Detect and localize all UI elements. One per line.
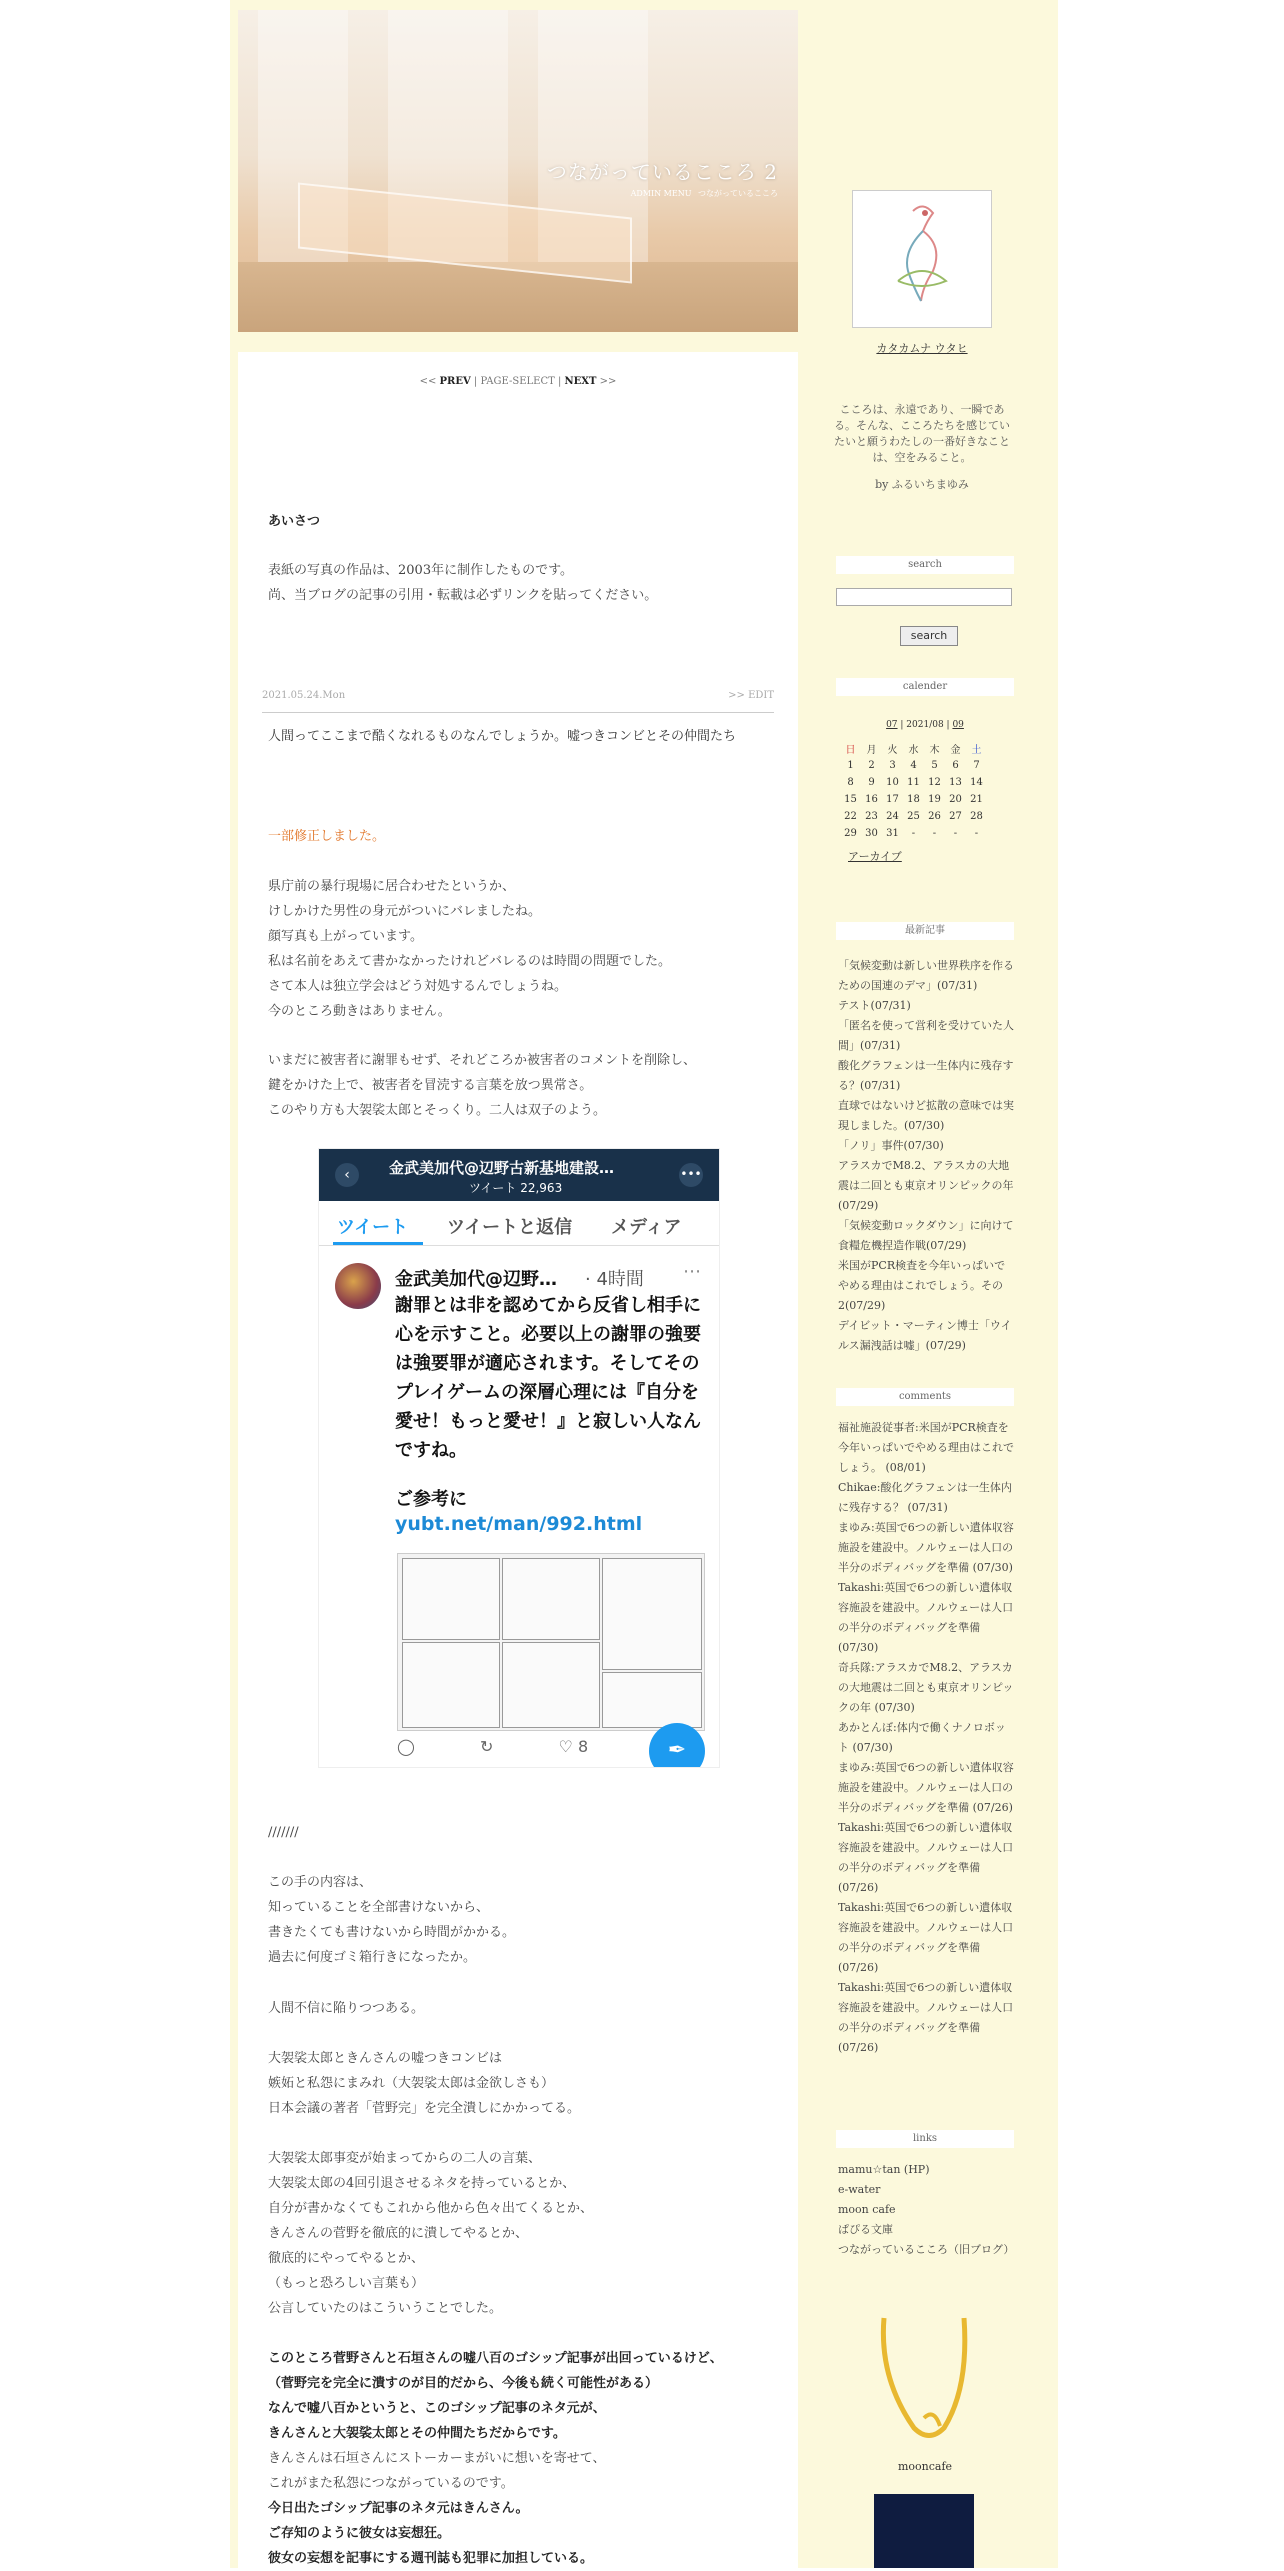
header-subtitle[interactable]: つながっているこころ — [698, 189, 778, 198]
mooncafe-label: mooncafe — [897, 2460, 953, 2473]
tweet-header-count: ツイート 22,963 — [469, 1181, 563, 1195]
floor-decoration — [238, 262, 798, 332]
calendar-day: 15 — [844, 794, 857, 805]
comment-link[interactable]: Takashi:英国で6つの新しい遺体収容施設を建設中。ノルウェーは人口の半分のボディバッグを準備 (07/26) — [838, 1901, 1014, 1974]
calendar-day: 16 — [865, 794, 878, 805]
post-paragraph-5: 大袈裟太郎ときんさんの嘘つきコンビは 嫉妬と私怨にまみれ（大袈裟太郎は金欲しさも） 日本会議の著者「菅野完」を完全潰しにかかってる。 — [268, 2051, 581, 2116]
calendar-day: 2 — [868, 760, 875, 771]
calendar-week — [840, 774, 987, 791]
post-paragraph-7c: 今日出たゴシップ記事のネタ元はきんさん。 ご存知のように彼女は妄想狂。 彼女の妄想を記事にする週刊誌も犯罪に加担している。 — [268, 2501, 594, 2566]
profile-description: こころは、永遠であり、一瞬である。そんな、こころたちを感じていたいと願うわたしの一番好きなことは、空をみること。 — [834, 403, 1010, 464]
weekday: 月 — [866, 745, 877, 756]
post-title: 人間ってここまで酷くなれるものなんでしょうか。嘘つきコンビとその仲間たち — [268, 729, 737, 744]
recent-post-link[interactable]: 「匿名を使って営利を受けていた人間」(07/31) — [838, 1019, 1014, 1052]
blog-title[interactable]: つながっているこころ 2 — [546, 160, 778, 184]
calendar-weekdays — [840, 740, 987, 757]
edit-link[interactable]: >> EDIT — [728, 690, 774, 701]
reply-icon: ◯ — [397, 1737, 415, 1756]
calendar-day: 21 — [970, 794, 983, 805]
recent-post-link[interactable]: デイビット・マーティン博士「ウイルス漏洩話は嘘」(07/29) — [838, 1319, 1012, 1352]
weekday: 水 — [908, 745, 919, 756]
header-image — [238, 10, 798, 332]
post-paragraph-7b: きんさんは石垣さんにストーカーまがいに想いを寄せて、 これがまた私怨につながっているのです。 — [268, 2451, 606, 2491]
tweet-tab: ツイート — [337, 1217, 409, 1238]
comments-heading: comments — [836, 1388, 1014, 1406]
links-list — [838, 2160, 1016, 2260]
calendar-day: - — [911, 828, 916, 839]
tweet-time: · 4時間 — [585, 1269, 644, 1290]
calendar-day: 31 — [886, 828, 899, 839]
bird-illustration-icon — [853, 191, 991, 327]
post-date: 2021.05.24.Mon — [262, 690, 346, 701]
recent-post-link[interactable]: アラスカでM8.2、アラスカの大地震は二回とも東京オリンピックの年(07/29) — [838, 1159, 1014, 1212]
bottle-image[interactable] — [874, 2494, 974, 2568]
calendar-day: 1 — [847, 760, 854, 771]
calendar-day: 28 — [970, 811, 983, 822]
manga-panel — [502, 1642, 600, 1728]
calendar-next-link[interactable]: 09 — [952, 720, 964, 730]
calendar-day: 25 — [907, 811, 920, 822]
external-link[interactable]: mamu☆tan (HP) — [838, 2163, 930, 2176]
correction-note: 一部修正しました。 — [268, 829, 386, 844]
calendar-day: 19 — [928, 794, 941, 805]
tab-underline — [333, 1242, 423, 1245]
calendar-prev-link[interactable]: 07 — [886, 720, 898, 730]
greeting-title: あいさつ — [268, 514, 321, 529]
calendar-day: 5 — [931, 760, 938, 771]
comment-link[interactable]: まゆみ:英国で6つの新しい遺体収容施設を建設中。ノルウェーは人口の半分のボディバッグを準備 (07/30) — [838, 1521, 1014, 1574]
calendar-day: 13 — [949, 777, 962, 788]
calendar-day: 24 — [886, 811, 899, 822]
tweet-more-icon: ⋯ — [683, 1261, 701, 1282]
comment-link[interactable]: Takashi:英国で6つの新しい遺体収容施設を建設中。ノルウェーは人口の半分のボディバッグを準備 (07/26) — [838, 1981, 1014, 2054]
calendar-month: 2021/08 — [906, 720, 944, 730]
manga-panel — [502, 1558, 600, 1640]
calendar-day: 23 — [865, 811, 878, 822]
page-select-link[interactable]: PAGE-SELECT — [480, 376, 555, 387]
post-paragraph-4: 人間不信に陥りつつある。 — [268, 2001, 425, 2016]
calendar-day: 12 — [928, 777, 941, 788]
manga-panel — [602, 1672, 702, 1728]
post-paragraph-2: いまだに被害者に謝罪もせず、それどころか被害者のコメントを削除し、 鍵をかけた上で、被害者を冒涜する言葉を放つ異常さ。 このやり方も大袈裟太郎とそっくり。二人は双子のよう。 — [268, 1053, 696, 1118]
calendar-day: 20 — [949, 794, 962, 805]
comment-link[interactable]: 奇兵隊:アラスカでM8.2、アラスカの大地震は二回とも東京オリンピックの年 (07/30) — [838, 1661, 1014, 1714]
tweet-tabs — [319, 1201, 719, 1246]
calendar-day: 26 — [928, 811, 941, 822]
calendar-day: 9 — [868, 777, 875, 788]
recent-post-link[interactable]: 酸化グラフェンは一生体内に残存する？(07/31) — [838, 1059, 1014, 1092]
calendar-heading: calender — [836, 678, 1014, 696]
external-link[interactable]: moon cafe — [838, 2203, 896, 2216]
post-meta — [262, 690, 774, 713]
calendar-nav: 07 | 2021/08 | 09 — [886, 720, 964, 730]
tweet-author: 金武美加代@辺野… — [395, 1269, 557, 1290]
calendar-week — [840, 791, 987, 808]
calendar-day: 3 — [889, 760, 896, 771]
recent-post-link[interactable]: 「気候変動ロックダウン」に向けて食糧危機捏造作戦(07/29) — [838, 1219, 1014, 1252]
calendar-day: 4 — [910, 760, 917, 771]
calendar-week — [840, 825, 987, 842]
calendar-week — [840, 757, 987, 774]
calendar-day: - — [932, 828, 937, 839]
header-links — [627, 188, 778, 199]
calendar-week — [840, 808, 987, 825]
search-heading: search — [836, 556, 1014, 574]
pager: << PREV | PAGE-SELECT | NEXT >> — [419, 376, 617, 387]
admin-menu-link[interactable]: ADMIN MENU — [630, 189, 692, 198]
more-icon: ••• — [679, 1163, 703, 1187]
comment-link[interactable]: 福祉施設従事者:米国がPCR検査を今年いっぱいでやめる理由はこれでしょう。 (08/01) — [838, 1421, 1014, 1474]
post-paragraph-6: 大袈裟太郎事変が始まってからの二人の言葉、 大袈裟太郎の4回引退させるネタを持っているとか、 自分が書かなくてもこれから他から色々出てくるとか、 きんさんの菅野を徹底的に潰してやるとか、 徹底的にやってやるとか、 （もっと恐ろしい言葉も） 公言していたのはこういうことでした。 — [268, 2151, 594, 2316]
calendar-day: - — [953, 828, 958, 839]
manga-panel — [402, 1642, 500, 1728]
retweet-icon: ↻ — [480, 1737, 494, 1756]
page — [230, 0, 1058, 2568]
weekday: 土 — [971, 745, 982, 756]
weekday: 火 — [887, 745, 898, 756]
recent-heading: 最新記事 — [836, 922, 1014, 940]
weekday: 金 — [950, 745, 961, 756]
weekday: 日 — [845, 745, 856, 756]
necklace-image[interactable] — [874, 2308, 974, 2448]
search-input[interactable] — [836, 588, 1012, 606]
manga-panel — [602, 1558, 702, 1670]
comment-link[interactable]: Takashi:英国で6つの新しい遺体収容施設を建設中。ノルウェーは人口の半分のボディバッグを準備 (07/26) — [838, 1821, 1014, 1894]
main-content — [238, 352, 798, 2568]
tweet-screenshot — [318, 1148, 720, 1768]
greeting-line: 尚、当ブログの記事の引用・転載は必ずリンクを貼ってください。 — [268, 588, 658, 603]
tweet-link: yubt.net/man/992.html — [395, 1513, 643, 1535]
profile-image[interactable] — [852, 190, 992, 328]
comments-list — [838, 1418, 1016, 2058]
like-count: 8 — [577, 1737, 589, 1756]
tweet-tab: ツイートと返信 — [447, 1217, 573, 1238]
separator: /////// — [268, 1825, 299, 1840]
calendar-day: 27 — [949, 811, 962, 822]
manga-panel — [402, 1558, 500, 1640]
calendar-day: 30 — [865, 828, 878, 839]
comment-link[interactable]: Chikae:酸化グラフェンは一生体内に残存する？ (07/31) — [838, 1481, 1012, 1514]
post-paragraph-7a: このところ菅野さんと石垣さんの嘘八百のゴシップ記事が出回っているけど、 （菅野完を完全に潰すのが目的だから、今後も続く可能性がある） なんで嘘八百かというと、このゴシップ記事のネタ元が、 きんさんと大袈裟太郎とその仲間たちだからです。 — [268, 2351, 723, 2441]
calendar-day: 8 — [847, 777, 854, 788]
post-paragraph-1: 県庁前の暴行現場に居合わせたというか、 けしかけた男性の身元がついにバレましたね。 顔写真も上がっています。 私は名前をあえて書かなかったけれどバレるのは時間の問題でした。 さて本人は独立学会はどう対処するんでしょうね。 今のところ動きはありません。 — [268, 879, 672, 1019]
calendar-day: 22 — [844, 811, 857, 822]
recent-post-link[interactable]: 「気候変動は新しい世界秩序を作るための国連のデマ」(07/31) — [838, 959, 1014, 992]
recent-post-link[interactable]: テスト(07/31) — [838, 999, 911, 1012]
tweet-ref: ご参考に — [395, 1489, 467, 1510]
recent-post-link[interactable]: 直球ではないけど拡散の意味では実現しました。(07/30) — [838, 1099, 1014, 1132]
profile-author: by ふるいちまゆみ — [875, 478, 969, 491]
calendar-day: 11 — [907, 777, 920, 788]
weekday: 木 — [929, 745, 940, 756]
calendar-day: 7 — [973, 760, 980, 771]
archive-link[interactable]: アーカイブ — [848, 850, 902, 863]
greeting-line: 表紙の写真の作品は、2003年に制作したものです。 — [268, 563, 574, 578]
like-icon: ♡ 8 — [558, 1737, 589, 1756]
tweet-text: 謝罪とは非を認めてから反省し相手に心を示すこと。必要以上の謝罪の強要は強要罪が適応されます。そしてそのプレイゲームの深層心理には『自分を愛せ！もっと愛せ！』と寂しい人なんですね。 — [395, 1295, 701, 1461]
prev-link[interactable]: PREV — [439, 376, 471, 387]
profile-name[interactable]: カタカムナ ウタヒ — [876, 342, 968, 355]
calendar-day: - — [974, 828, 979, 839]
tweet-tab: メディア — [611, 1217, 682, 1238]
calendar-day: 17 — [886, 794, 899, 805]
external-link[interactable]: つながっているこころ（旧ブログ） — [838, 2243, 1015, 2256]
comment-link[interactable]: あかとんぼ:体内で働くナノロボット (07/30) — [838, 1721, 1006, 1754]
compose-icon: ✒ — [649, 1723, 705, 1768]
post-paragraph-3: この手の内容は、 知っていることを全部書けないから、 書きたくても書けないから時間がかかる。 過去に何度ゴミ箱行きになったか。 — [268, 1875, 516, 1965]
tweet-manga-image — [397, 1553, 705, 1731]
edit-label[interactable]: EDIT — [748, 690, 774, 701]
external-link[interactable]: e-water — [838, 2183, 881, 2196]
recent-post-link[interactable]: 「ノリ」事件(07/30) — [838, 1139, 944, 1152]
links-heading: links — [836, 2130, 1014, 2148]
recent-posts-list — [838, 956, 1016, 1356]
tweet-profile-bar — [319, 1149, 719, 1201]
external-link[interactable]: ぱぴる文庫 — [838, 2223, 893, 2236]
comment-link[interactable]: まゆみ:英国で6つの新しい遺体収容施設を建設中。ノルウェーは人口の半分のボディバッグを準備 (07/26) — [838, 1761, 1014, 1814]
calendar-table — [840, 740, 987, 842]
back-arrow-icon: ‹ — [335, 1163, 359, 1187]
tweet-header-name: 金武美加代@辺野古新基地建設… — [389, 1159, 615, 1177]
recent-post-link[interactable]: 米国がPCR検査を今年いっぱいでやめる理由はこれでしょう。その2(07/29) — [838, 1259, 1006, 1312]
greeting-text — [268, 558, 657, 608]
calendar-day: 6 — [952, 760, 959, 771]
calendar-day: 29 — [844, 828, 857, 839]
calendar-day: 14 — [970, 777, 983, 788]
next-link[interactable]: NEXT — [564, 376, 597, 387]
calendar-day: 18 — [907, 794, 920, 805]
tweet-avatar — [335, 1263, 381, 1309]
comment-link[interactable]: Takashi:英国で6つの新しい遺体収容施設を建設中。ノルウェーは人口の半分のボディバッグを準備 (07/30) — [838, 1581, 1014, 1654]
search-button[interactable]: search — [900, 626, 958, 646]
calendar-day: 10 — [886, 777, 899, 788]
